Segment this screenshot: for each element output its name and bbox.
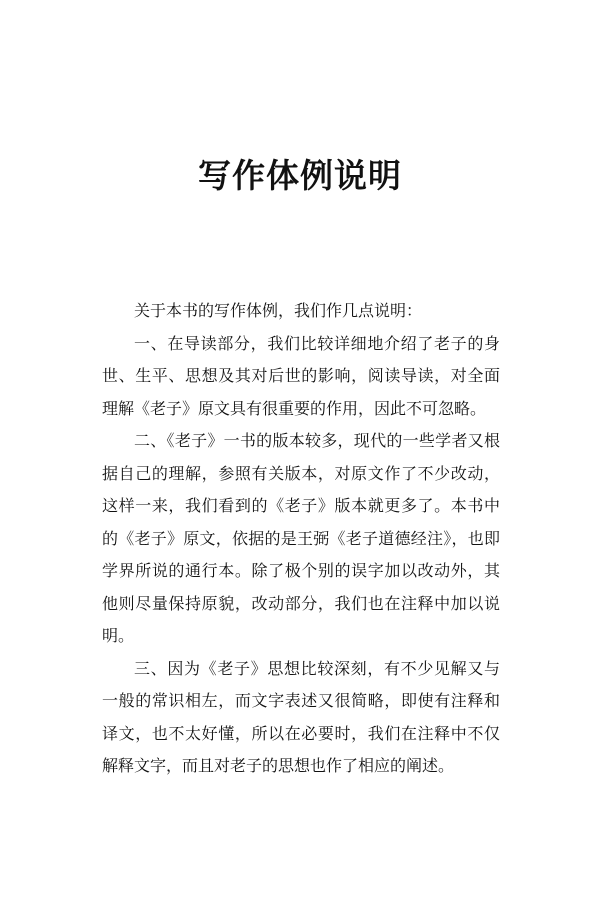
paragraph-two: 二、《老子》一书的版本较多，现代的一些学者又根据自己的理解，参照有关版本，对原文作了不少改动，这样一来，我们看到的《老子》版本就更多了。本书中的《老子》原文，依据的是王弼《老子道德经注》，也即学界所说的通行本。除了极个别的误字加以改动外，其他则尽量保持原貌，改动部分，我们也在注释中加以说明。: [102, 431, 500, 645]
paragraph-one: 一、在导读部分，我们比较详细地介绍了老子的身世、生平、思想及其对后世的影响，阅读导读，对全面理解《老子》原文具有很重要的作用，因此不可忽略。: [102, 333, 500, 418]
page-title: 写作体例说明: [198, 156, 402, 195]
paragraph-three: 三、因为《老子》思想比较深刻，有不少见解又与一般的常识相左，而文字表述又很简略，即使有注释和译文，也不太好懂，所以在必要时，我们在注释中不仅解释文字，而且对老子的思想也作了相应的阐述。: [102, 658, 500, 775]
paragraph-intro: 关于本书的写作体例，我们作几点说明：: [134, 301, 423, 320]
body-text: [102, 295, 500, 783]
